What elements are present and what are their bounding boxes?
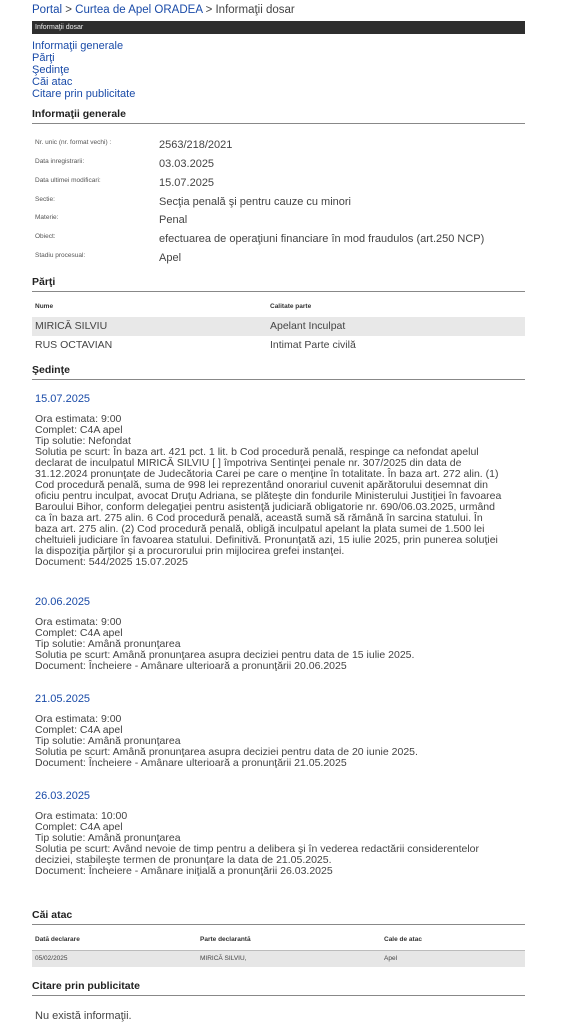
info-label: Stadiu procesual: (35, 252, 86, 259)
table-of-contents (32, 40, 135, 100)
hearing-date: 20.06.2025 (35, 596, 91, 608)
info-row (35, 158, 525, 177)
breadcrumb-current: Informaţii dosar (215, 4, 295, 16)
hearing-line: cheltuieli judiciare în favoarea statului. Definitivă. Pronunţată azi, 15 iulie 2025, prin punerea soluţiei (35, 534, 498, 546)
info-row (35, 214, 525, 233)
hearing-date: 26.03.2025 (35, 790, 91, 802)
party-name: RUS OCTAVIAN (35, 339, 113, 351)
info-label: Materie: (35, 214, 59, 221)
toc-link-sedinte[interactable]: Şedinţe (32, 64, 70, 76)
column-header: Dată declarare (35, 936, 80, 943)
info-row (35, 252, 525, 271)
hearing-line: baza art. 275 alin. (2) Cod procedură penală, obligă inculpatul apelant la plata sumei de 1.500 lei (35, 523, 485, 535)
hearing-line: Tip solutie: Amână pronunţarea (35, 832, 181, 844)
hearing-line: Solutia pe scurt: În baza art. 421 pct. 1 lit. b Cod procedură penală, respinge ca nefondat apelul (35, 446, 479, 458)
breadcrumb-separator: > (202, 4, 216, 16)
section-title-parti: Părţi (32, 276, 525, 292)
hearing-line: Ora estimata: 9:00 (35, 616, 122, 628)
section-title-citare: Citare prin publicitate (32, 980, 525, 996)
hearing-document[interactable]: Document: Încheiere - Amânare iniţială a pronunţării 26.03.2025 (35, 865, 333, 877)
hearing-line: Tip solutie: Amână pronunţarea (35, 735, 181, 747)
hearing-line: Ora estimata: 10:00 (35, 810, 128, 822)
hearing-line: la dispoziţia părţilor şi a procurorului prin mijlocirea grefei instanţei. (35, 545, 345, 557)
table-row (32, 336, 525, 355)
hearing-line: oficiu pentru inculpat, avocat Druţu Adriana, se plăteşte din fondurile Ministerului Justiţiei în favoarea (35, 490, 502, 502)
hearing-block (35, 596, 523, 672)
column-header: Nume (35, 303, 54, 310)
table-row (32, 951, 525, 967)
hearing-document[interactable]: Document: 544/2025 15.07.2025 (35, 556, 188, 568)
hearing-line: Complet: C4A apel (35, 424, 123, 436)
parti-table-header (32, 303, 525, 318)
info-value: 03.03.2025 (159, 158, 215, 170)
hearing-line: 31.12.2024 pronunţate de Judecătoria Carei pe care o menţine în totalitate. În baza art. 272 alin. (1) (35, 468, 499, 480)
party-role: Intimat Parte civilă (270, 339, 356, 351)
hearing-line: Complet: C4A apel (35, 627, 123, 639)
breadcrumb-portal-link[interactable]: Portal (32, 4, 63, 16)
hearing-line: Solutia pe scurt: Având nevoie de timp pentru a delibera şi în vederea redactării considerentelor (35, 843, 479, 855)
declaration-date: 05/02/2025 (35, 955, 68, 962)
breadcrumb-separator: > (62, 4, 76, 16)
toc-link-citare[interactable]: Citare prin publicitate (32, 88, 136, 100)
toc-link-general[interactable]: Informaţii generale (32, 40, 124, 52)
breadcrumb-court-link[interactable]: Curtea de Apel ORADEA (75, 4, 203, 16)
hearing-line: Tip solutie: Nefondat (35, 435, 131, 447)
hearing-line: Cod procedură penală, suma de 998 lei reprezentând onorariul cuvenit apărătorului desemnat din (35, 479, 488, 491)
section-header-bar: Informaţii dosar (32, 21, 525, 34)
info-row (35, 233, 525, 252)
hearing-block (35, 693, 523, 769)
hearing-block (35, 790, 523, 877)
section-title-cai-atac: Căi atac (32, 909, 525, 925)
info-row (35, 139, 525, 158)
hearing-line: Ora estimata: 9:00 (35, 413, 122, 425)
cai-atac-table-header (32, 936, 525, 951)
no-info-text: Nu există informaţii. (35, 1010, 132, 1022)
info-label: Sectie: (35, 196, 55, 203)
hearing-line: ca în baza art. 275 alin. 6 Cod procedură penală, această sumă să rămână în sarcina statului. În (35, 512, 483, 524)
hearing-line: deciziei, stabileşte termen de pronunţare la data de 21.05.2025. (35, 854, 332, 866)
hearing-line: Complet: C4A apel (35, 724, 123, 736)
appeal-type: Apel (384, 955, 398, 962)
info-value: efectuarea de operaţiuni financiare în mod fraudulos (art.250 NCP) (159, 233, 485, 245)
info-value: Secţia penală şi pentru cauze cu minori (159, 196, 351, 208)
section-title-general: Informaţii generale (32, 108, 525, 124)
info-label: Obiect: (35, 233, 56, 240)
info-value: 15.07.2025 (159, 177, 215, 189)
hearing-line: declarat de inculpatul MIRICĂ SILVIU [ ] împotriva Sentinţei penale nr. 307/2025 din data de (35, 457, 462, 469)
hearing-block (35, 393, 523, 568)
info-label: Data inregistrarii: (35, 158, 85, 165)
hearing-date: 21.05.2025 (35, 693, 91, 705)
info-value: Penal (159, 214, 188, 226)
hearing-document[interactable]: Document: Încheiere - Amânare ulterioară a pronunţării 21.05.2025 (35, 757, 347, 769)
hearing-line: Ora estimata: 9:00 (35, 713, 122, 725)
breadcrumb (32, 4, 295, 16)
column-header: Cale de atac (384, 936, 422, 943)
info-row (35, 177, 525, 196)
hearing-document[interactable]: Document: Încheiere - Amânare ulterioară a pronunţării 20.06.2025 (35, 660, 347, 672)
hearing-line: Solutia pe scurt: Amână pronunţarea asupra deciziei pentru data de 15 iulie 2025. (35, 649, 415, 661)
column-header: Calitate parte (270, 303, 312, 310)
info-label: Data ultimei modificari: (35, 177, 101, 184)
column-header: Parte declarantă (200, 936, 251, 943)
hearing-line: Baroului Bihor, conform delegaţiei pentru asistenţă judiciară obligatorie nr. 690/06.03.2025, urmând (35, 501, 495, 513)
party-name: MIRICĂ SILVIU (35, 320, 108, 332)
info-label: Nr. unic (nr. format vechi) : (35, 139, 112, 146)
info-value: Apel (159, 252, 182, 264)
hearing-line: Complet: C4A apel (35, 821, 123, 833)
hearing-line: Tip solutie: Amână pronunţarea (35, 638, 181, 650)
toc-link-cai-atac[interactable]: Căi atac (32, 76, 73, 88)
hearing-line: Solutia pe scurt: Amână pronunţarea asupra deciziei pentru data de 20 iunie 2025. (35, 746, 418, 758)
declaring-party: MIRICĂ SILVIU, (200, 955, 247, 962)
info-row (35, 196, 525, 215)
hearing-date: 15.07.2025 (35, 393, 91, 405)
party-role: Apelant Inculpat (270, 320, 346, 332)
toc-link-parti[interactable]: Părţi (32, 52, 55, 64)
table-row (32, 317, 525, 336)
section-title-sedinte: Şedinţe (32, 364, 525, 380)
info-value: 2563/218/2021 (159, 139, 233, 151)
